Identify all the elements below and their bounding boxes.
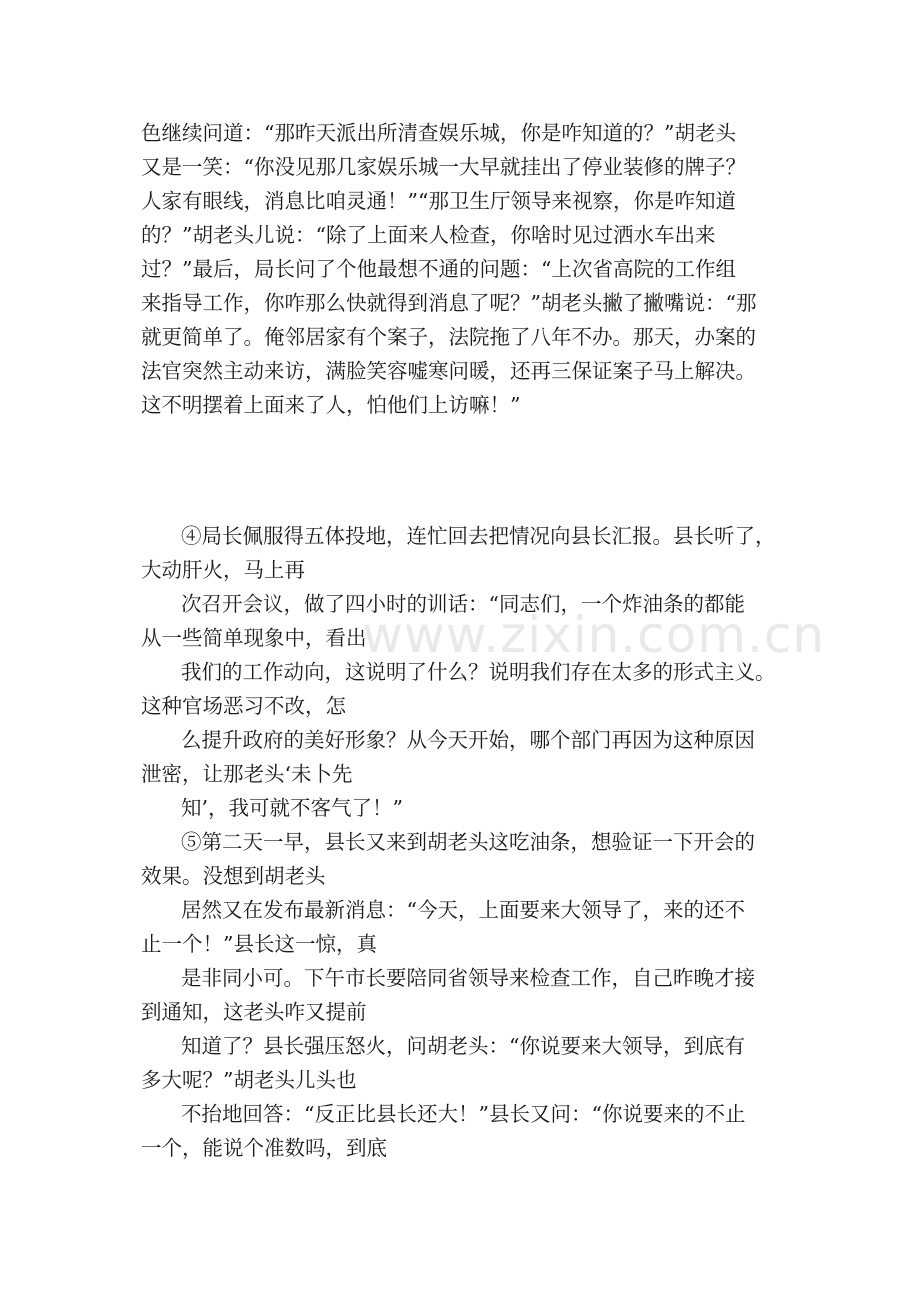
text-line: 一个，能说个准数吗，到底 [141, 1136, 387, 1160]
text-line-indented: 次召开会议，做了四小时的训话：“同志们，一个炸油条的都能 [181, 592, 745, 616]
text-line: 人家有眼线，消息比咱灵通！”“那卫生厅领导来视察，你是咋知道 [141, 189, 736, 213]
text-line-indented: 么提升政府的美好形象？从今天开始，哪个部门再因为这种原因 [181, 728, 755, 752]
bottom-paragraphs [141, 519, 781, 1165]
top-paragraph [141, 116, 781, 422]
text-line-indented: 不抬地回答：“反正比县长还大！”县长又问：“你说要来的不止 [181, 1102, 746, 1126]
text-line: 过？”最后，局长问了个他最想不通的问题：“上次省高院的工作组 [141, 257, 736, 281]
text-line: 效果。没想到胡老头 [141, 864, 326, 888]
text-line-indented: ⑤第二天一早，县长又来到胡老头这吃油条，想验证一下开会的 [181, 830, 755, 854]
text-line: 多大呢？”胡老头儿头也 [141, 1068, 357, 1092]
text-line: 法官突然主动来访，满脸笑容嘘寒问暖，还再三保证案子马上解决。 [141, 359, 756, 383]
watermark-text: www.zixin.com.cn [362, 606, 826, 664]
text-line-indented: ④局长佩服得五体投地，连忙回去把情况向县长汇报。县长听了， [181, 524, 776, 548]
text-line: 的？”胡老头儿说：“除了上面来人检查，你啥时见过洒水车出来 [141, 223, 716, 247]
text-line: 止一个！”县长这一惊，真 [141, 932, 377, 956]
text-line: 从一些简单现象中，看出 [141, 626, 367, 650]
text-line-indented: 知’，我可就不客气了！” [181, 796, 403, 820]
text-line-indented: 知道了？县长强压怒火，问胡老头：“你说要来大领导，到底有 [181, 1034, 745, 1058]
text-line: 这不明摆着上面来了人，怕他们上访嘛！” [141, 393, 521, 417]
text-line: 就更简单了。俺邻居家有个案子，法院拖了八年不办。那天，办案的 [141, 325, 756, 349]
text-line: 色继续问道：“那昨天派出所清查娱乐城，你是咋知道的？”胡老头 [141, 121, 736, 145]
text-line-indented: 居然又在发布最新消息：“今天，上面要来大领导了，来的还不 [181, 898, 745, 922]
text-line: 这种官场恶习不改，怎 [141, 694, 346, 718]
text-line: 大动肝火，马上再 [141, 558, 305, 582]
text-line: 又是一笑：“你没见那几家娱乐城一大早就挂出了停业装修的牌子？ [141, 155, 746, 179]
text-line: 来指导工作，你咋那么快就得到消息了呢？”胡老头撇了撇嘴说：“那 [141, 291, 757, 315]
text-line: 到通知，这老头咋又提前 [141, 1000, 367, 1024]
text-line-indented: 是非同小可。下午市长要陪同省领导来检查工作，自己昨晚才接 [181, 966, 755, 990]
text-line-indented: 我们的工作动向，这说明了什么？说明我们存在太多的形式主义。 [181, 660, 776, 684]
text-line: 泄密，让那老头‘未卜先 [141, 762, 353, 786]
